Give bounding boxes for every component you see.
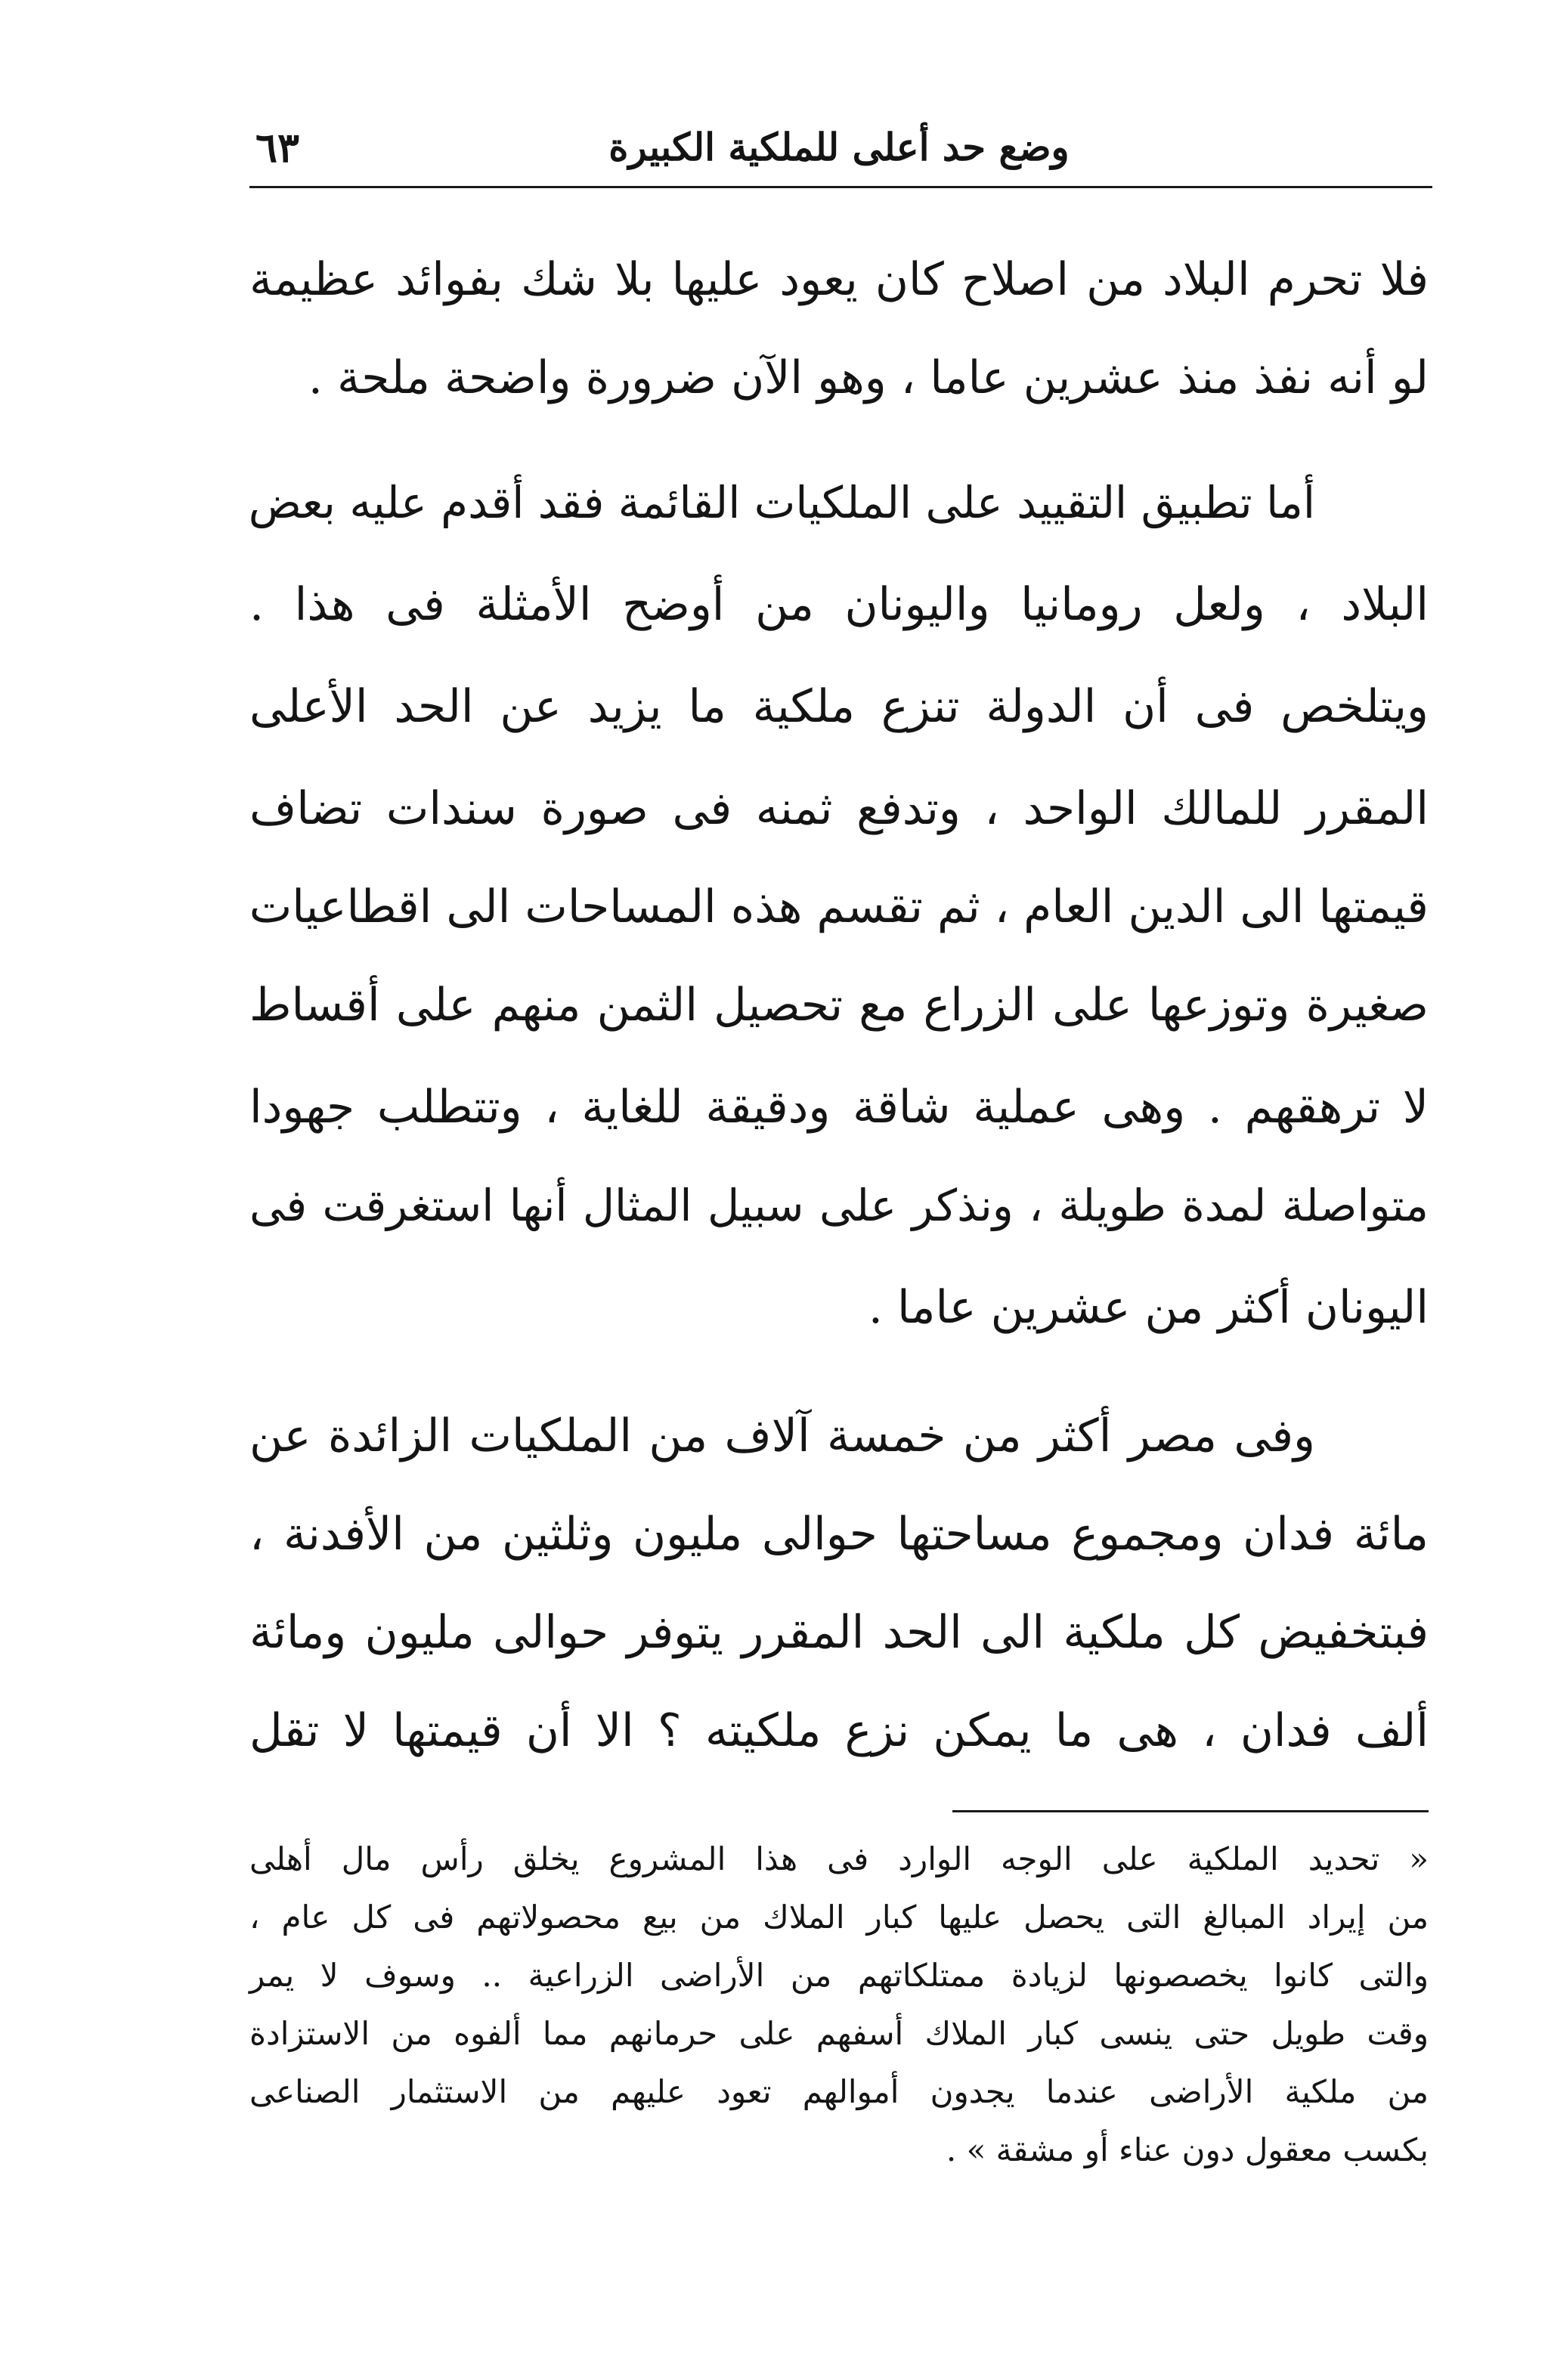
footnote-line: « تحديد الملكية على الوجه الوارد فى هذا المشروع يخلق رأس مال أهلى: [249, 1840, 1429, 1877]
body-line: فبتخفيض كل ملكية الى الحد المقرر يتوفر حوالى مليون ومائة: [249, 1606, 1429, 1659]
body-line: قيمتها الى الدين العام ، ثم تقسم هذه المساحات الى اقطاعيات: [249, 881, 1429, 933]
body-line: متواصلة لمدة طويلة ، ونذكر على سبيل المثال أنها استغرقت فى: [249, 1180, 1429, 1231]
body-line: البلاد ، ولعل رومانيا واليونان من أوضح الأمثلة فى هذا .: [249, 578, 1429, 631]
footnote-line: وقت طويل حتى ينسى كبار الملاك أسفهم على حرمانهم مما ألفوه من الاستزادة: [249, 2015, 1429, 2052]
header-rule: [249, 186, 1432, 188]
body-line: اليونان أكثر من عشرين عاما .: [868, 1281, 1429, 1334]
footnote-line: والتى كانوا يخصصونها لزيادة ممتلكاتهم من الأراضى الزراعية .. وسوف لا يمر: [249, 1957, 1429, 1994]
footnote-line: بكسب معقول دون عناء أو مشقة » .: [946, 2131, 1429, 2168]
footnote-rule: [952, 1810, 1429, 1812]
body-line: مائة فدان ومجموع مساحتها حوالى مليون وثلثين من الأفدنة ،: [249, 1508, 1429, 1561]
body-line: ألف فدان ، هى ما يمكن نزع ملكيته ؟ الا أن قيمتها لا تقل: [249, 1704, 1429, 1757]
body-line: المقرر للمالك الواحد ، وتدفع ثمنه فى صورة سندات تضاف: [249, 782, 1429, 835]
body-line: لو أنه نفذ منذ عشرين عاما ، وهو الآن ضرورة واضحة ملحة .: [308, 351, 1429, 404]
page-header: [249, 113, 1429, 181]
body-line: لا ترهقهم . وهى عملية شاقة ودقيقة للغاية ، وتتطلب جهودا: [249, 1081, 1429, 1134]
body-line: وفى مصر أكثر من خمسة آلاف من الملكيات الزائدة عن: [249, 1410, 1315, 1462]
footnote-line: من ملكية الأراضى عندما يجدون أموالهم تعود عليهم من الاستثمار الصناعى: [249, 2073, 1429, 2110]
body-line: ويتلخص فى أن الدولة تنزع ملكية ما يزيد عن الحد الأعلى: [249, 680, 1429, 733]
body-line: أما تطبيق التقييد على الملكيات القائمة فقد أقدم عليه بعض: [248, 477, 1315, 528]
footnote-line: من إيراد المبالغ التى يحصل عليها كبار الملاك من بيع محصولاتهم فى كل عام ،: [249, 1899, 1429, 1936]
body-line: صغيرة وتوزعها على الزراع مع تحصيل الثمن منهم على أقساط: [249, 979, 1429, 1032]
running-title: وضع حد أعلى للملكية الكبيرة: [608, 125, 1070, 169]
body-line: فلا تحرم البلاد من اصلاح كان يعود عليها بلا شك بفوائد عظيمة: [249, 253, 1429, 306]
page-number: ٦٣: [255, 123, 300, 172]
